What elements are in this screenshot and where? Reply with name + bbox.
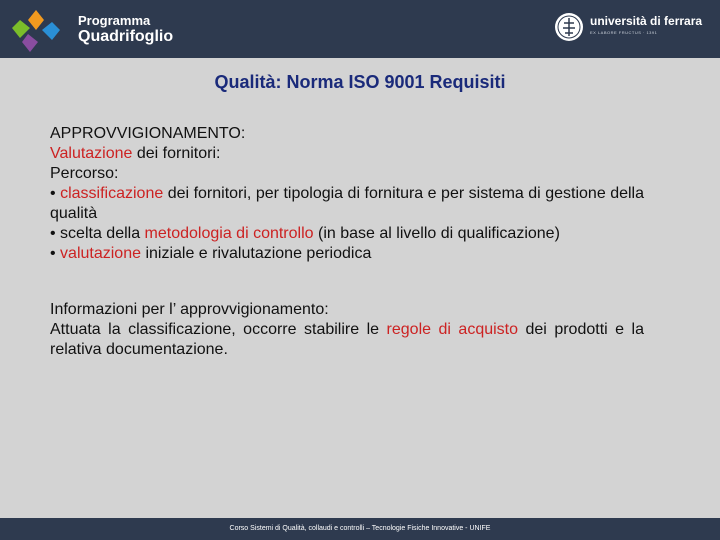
university-seal-icon [554, 12, 584, 42]
info2-pre: Attuata la classificazione, occorre stabilire le [50, 321, 387, 338]
quadrifoglio-icon [6, 4, 68, 54]
bullet-metodologia [50, 224, 644, 244]
spacer [50, 264, 644, 300]
info2-rest: dei prodotti e la relativa documentazione. [50, 321, 644, 358]
brand-text [78, 14, 173, 46]
line1-rest: dei fornitori: [132, 145, 221, 162]
informazioni-line: Informazioni per l’ approvvigionamento: [50, 301, 329, 318]
highlight-valutazione: Valutazione [50, 145, 133, 162]
bullet1-pre: • [50, 185, 61, 202]
brand-line2: Quadrifoglio [78, 28, 174, 45]
slide-content [50, 124, 644, 360]
bullet3-rest: iniziale e rivalutazione periodica [141, 245, 372, 262]
section-heading: APPROVVIGIONAMENTO: [50, 125, 246, 142]
programma-quadrifoglio-logo [6, 4, 176, 54]
highlight-regole-acquisto: regole di acquisto [386, 321, 519, 338]
brand-line1: Programma [78, 13, 151, 28]
bullet-valutazione [50, 244, 644, 264]
percorso-line: Percorso: [50, 165, 119, 182]
footer-text: Corso Sistemi di Qualità, collaudi e controlli – Tecnologie Fisiche Innovative - UNIFE [229, 525, 491, 532]
acquisto-line [50, 320, 644, 360]
valutazione-line [50, 144, 644, 164]
bullet2-rest: (in base al livello di qualificazione) [313, 225, 560, 242]
slide-title: Qualità: Norma ISO 9001 Requisiti [214, 72, 506, 92]
bullet3-pre: • [50, 245, 61, 262]
bullet1-rest: dei fornitori, per tipologia di fornitura e per sistema di gestione della qualità [50, 185, 645, 222]
highlight-valutazione-iniziale: valutazione [60, 245, 141, 262]
university-logo [552, 10, 712, 50]
highlight-metodologia: metodologia di controllo [144, 225, 314, 242]
header-bar [0, 0, 720, 58]
footer-bar [0, 518, 720, 540]
university-name: università di ferrara [590, 14, 703, 28]
bullet-classificazione [50, 184, 644, 224]
university-subtitle: EX LABORE FRUCTUS · 1391 [590, 30, 658, 35]
highlight-classificazione: classificazione [60, 185, 164, 202]
bullet2-pre: • scelta della [50, 225, 145, 242]
